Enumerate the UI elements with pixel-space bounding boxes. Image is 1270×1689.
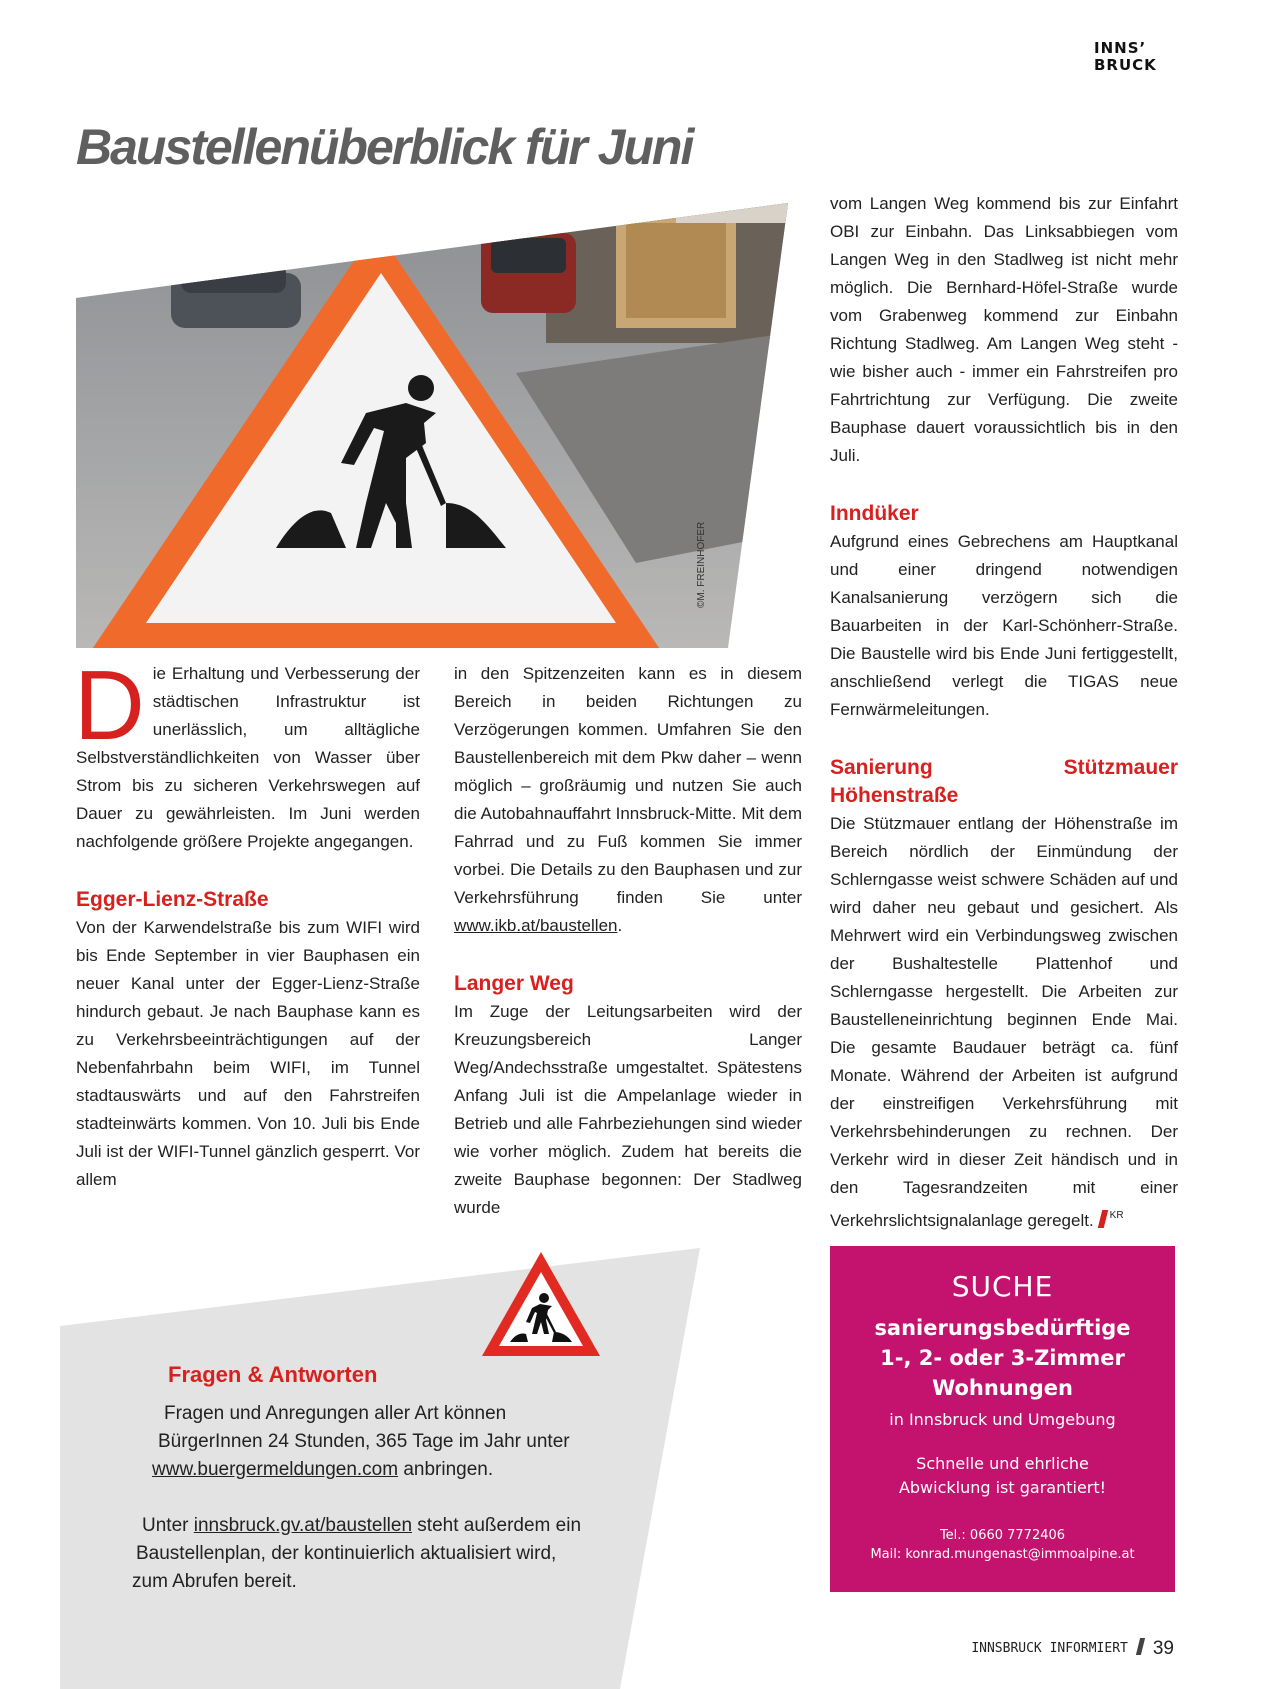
egger-lienz-continued <box>454 660 802 940</box>
ad-phone[interactable]: Tel.: 0660 7772406 <box>939 1528 1066 1543</box>
ad-line-5: Schnelle und ehrliche <box>916 1454 1089 1473</box>
ad-line-1: sanierungsbedürftige <box>874 1316 1131 1340</box>
brand-logo <box>1094 40 1174 74</box>
faq-line-3 <box>152 1456 493 1484</box>
stuetzmauer-text: Die Stützmauer entlang der Höhenstraße im Bereich nördlich der Einmündung der Schlerngasse weist schwere Schäden auf und wird daher neu gebaut und gesichert. Als Mehrwert wird ein Verbindungsweg zwischen der Bushaltestelle Plattenhof und Schlerngasse hergestellt. Die Arbeiten zur Baustelleneinrichtung beginnen Ende Mai. Die gesamte Baudauer beträgt ca. fünf Monate. Während der Arbeiten ist aufgrund der einstreifigen Verkehrsführung mit Verkehrsbehinderungen zu rechnen. Der Verkehr wird in dieser Zeit händisch und in den Tagesrandzeiten mit einer Verkehrslichtsignalanlage geregelt. <box>830 814 1178 1230</box>
buergermeldungen-link[interactable]: www.buergermeldungen.com <box>152 1459 399 1480</box>
indueker-text: Aufgrund eines Gebrechens am Hauptkanal und einer dringend notwendigen Kanalsanierung verzögern sich die Bauarbeiten in der Karl-Schönherr-Straße. Die Baustelle wird bis Ende Juni fertiggestellt, anschließend verlegt die TIGAS neue Fernwärmeleitungen. <box>830 532 1178 719</box>
footer-separator <box>1136 1638 1145 1655</box>
faq-line-3-suffix: anbringen. <box>398 1459 494 1480</box>
ad-line-3: Wohnungen <box>932 1376 1073 1400</box>
faq-line-4 <box>142 1512 581 1540</box>
intro-text: ie Erhaltung und Verbesserung der städtischen Infrastruktur ist unerlässlich, um alltägliche Selbstverständlichkeiten von Wasser über Strom bis zu sicheren Verkehrswegen auf Dauer zu gewährleisten. Im Juni werden nachfolgende größere Projekte angegangen. <box>76 664 420 851</box>
column-2 <box>454 660 802 1222</box>
heading-stuetzmauer: Sanierung Stützmauer Höhenstraße <box>830 756 1178 807</box>
baustellen-link[interactable]: innsbruck.gv.at/baustellen <box>193 1515 413 1536</box>
egger-lienz-text: Von der Karwendelstraße bis zum WIFI wird bis Ende September in vier Bauphasen ein neuer Kanal unter der Egger-Lienz-Straße hindurch gebaut. Je nach Bauphase kann es zu Verkehrsbeeinträchtigungen auf der Nebenfahrbahn beim WIFI, im Tunnel stadtauswärts und auf den Fahrstreifen stadteinwärts kommen. Von 10. Juli bis Ende Juli ist der WIFI-Tunnel gänzlich gesperrt. Vor allem <box>76 918 420 1189</box>
faq-heading: Fragen & Antworten <box>168 1362 378 1387</box>
ad-line-4: in Innsbruck und Umgebung <box>889 1410 1116 1429</box>
heading-egger-lienz: Egger-Lienz-Straße <box>76 888 269 911</box>
faq-line-6: zum Abrufen bereit. <box>132 1571 297 1592</box>
page-title: Baustellenüberblick für Juni <box>76 119 693 175</box>
page-footer <box>971 1638 1174 1660</box>
publication-name: INNSBRUCK INFORMIERT <box>971 1641 1128 1656</box>
real-estate-ad[interactable] <box>830 1246 1175 1592</box>
heading-indueker: Inndüker <box>830 502 919 525</box>
intro-paragraph <box>74 650 420 856</box>
faq-line-1: Fragen und Anregungen aller Art können <box>164 1403 507 1424</box>
author-initials: KR <box>1109 1210 1124 1221</box>
egger-lienz-text-2: in den Spitzenzeiten kann es in diesem Bereich in beiden Richtungen zu Verzögerungen kommen. Umfahren Sie den Baustellenbereich mit dem Pkw daher – wenn möglich – großräumig und nutzen Sie auch die Autobahnauffahrt Innsbruck-Mitte. Mit dem Fahrrad und zu Fuß kommen Sie immer vorbei. Die Details zu den Bauphasen und zur Verkehrsführung finden Sie unter <box>454 664 802 907</box>
stuetzmauer-paragraph <box>830 810 1178 1235</box>
langer-weg-text: Im Zuge der Leitungsarbeiten wird der Kreuzungsbereich Langer Weg/Andechsstraße umgestaltet. Spätestens Anfang Juli ist die Ampelanlage wieder in Betrieb und alle Fahrbeziehungen sind wieder wie vorher möglich. Zudem hat bereits die zweite Bauphase begonnen: Der Stadlweg wurde <box>454 1002 802 1217</box>
warning-sign-icon <box>480 1250 602 1358</box>
logo-line-2: BRUCK <box>1094 56 1157 74</box>
column-1 <box>74 650 420 1194</box>
photo-credit: ©M. FREINHOFER <box>696 521 707 608</box>
ad-label: SUCHE <box>951 1270 1054 1303</box>
drop-cap: D <box>74 650 145 760</box>
column-3 <box>830 190 1178 1235</box>
ad-email[interactable]: Mail: konrad.mungenast@immoalpine.at <box>870 1547 1135 1562</box>
faq-line-5: Baustellenplan, der kontinuierlich aktualisiert wird, <box>136 1543 557 1564</box>
ikb-link[interactable]: www.ikb.at/baustellen <box>454 916 618 935</box>
langer-weg-text-2: vom Langen Weg kommend bis zur Einfahrt OBI zur Einbahn. Das Linksabbiegen vom Langen Weg in den Stadlweg ist nicht mehr möglich. Die Bernhard-Höfel-Straße wurde vom Grabenweg kommend zur Einbahn Richtung Stadlweg. Am Langen Weg steht - wie bisher auch - immer ein Fahrstreifen pro Fahrtrichtung zur Verfügung. Die zweite Bauphase dauert voraussichtlich bis in den Juli. <box>830 194 1178 465</box>
faq-line-2: BürgerInnen 24 Stunden, 365 Tage im Jahr unter <box>158 1431 570 1452</box>
ad-line-2: 1-, 2- oder 3-Zimmer <box>880 1346 1125 1370</box>
faq-line-4-suffix: steht außerdem ein <box>412 1515 582 1536</box>
faq-line-4-prefix: Unter <box>142 1515 194 1536</box>
heading-langer-weg: Langer Weg <box>454 972 574 995</box>
end-mark-icon <box>1097 1210 1107 1228</box>
ad-line-6: Abwicklung ist garantiert! <box>898 1478 1107 1497</box>
construction-sign-photo <box>76 203 788 648</box>
page-number: 39 <box>1152 1638 1174 1659</box>
ikb-link-suffix: . <box>617 916 623 935</box>
logo-line-1: INNS’ <box>1094 39 1147 57</box>
